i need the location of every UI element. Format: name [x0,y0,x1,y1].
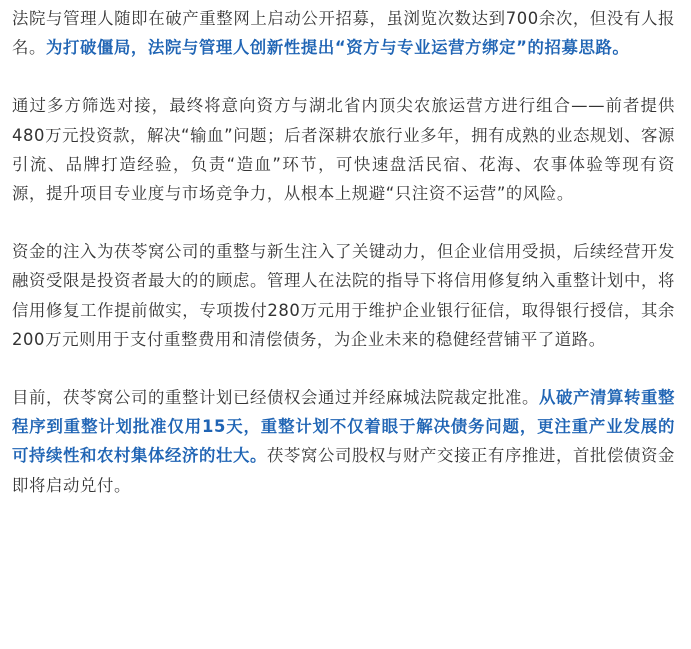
paragraph-investor-operator [12,91,675,208]
paragraph-text: 资金的注入为茯苓窝公司的重整与新生注入了关键动力，但企业信用受损，后续经营开发融资受限是投资者最大的的顾虑。管理人在法院的指导下将信用修复纳入重整计划中，将信用修复工作提前做实，专项拨付280万元用于维护企业银行征信，取得银行授信，其余200万元则用于支付重整费用和清偿债务，为企业未来的稳健经营铺平了道路。 [12,242,675,349]
paragraph-text: 目前，茯苓窝公司的重整计划已经债权会通过并经麻城法院裁定批准。 [12,388,539,408]
paragraph-recruitment [12,0,675,62]
paragraph-current-status [12,383,675,500]
paragraph-text: 茯苓窝公司股权与财产交接正有序推进，首批偿债资金即将启动兑付。 [12,446,675,495]
paragraph-text: 法院与管理人随即在破产重整网上启动公开招募，虽浏览次数达到700余次，但没有人报名。 [12,9,675,58]
paragraph-credit-repair [12,237,675,354]
highlighted-text: 从破产清算转重整程序到重整计划批准仅用15天，重整计划不仅着眼于解决债务问题，更注重产业发展的可持续性和农村集体经济的壮大。 [12,388,675,466]
paragraph-text: 通过多方筛选对接，最终将意向资方与湖北省内顶尖农旅运营方进行组合——前者提供480万元投资款，解决“输血”问题；后者深耕农旅行业多年，拥有成熟的业态规划、客源引流、品牌打造经验，负责“造血”环节，可快速盘活民宿、花海、农事体验等现有资源，提升项目专业度与市场竞争力，从根本上规避“只注资不运营”的风险。 [12,96,675,204]
highlighted-text: 为打破僵局，法院与管理人创新性提出“资方与专业运营方绑定”的招募思路。 [45,38,630,58]
